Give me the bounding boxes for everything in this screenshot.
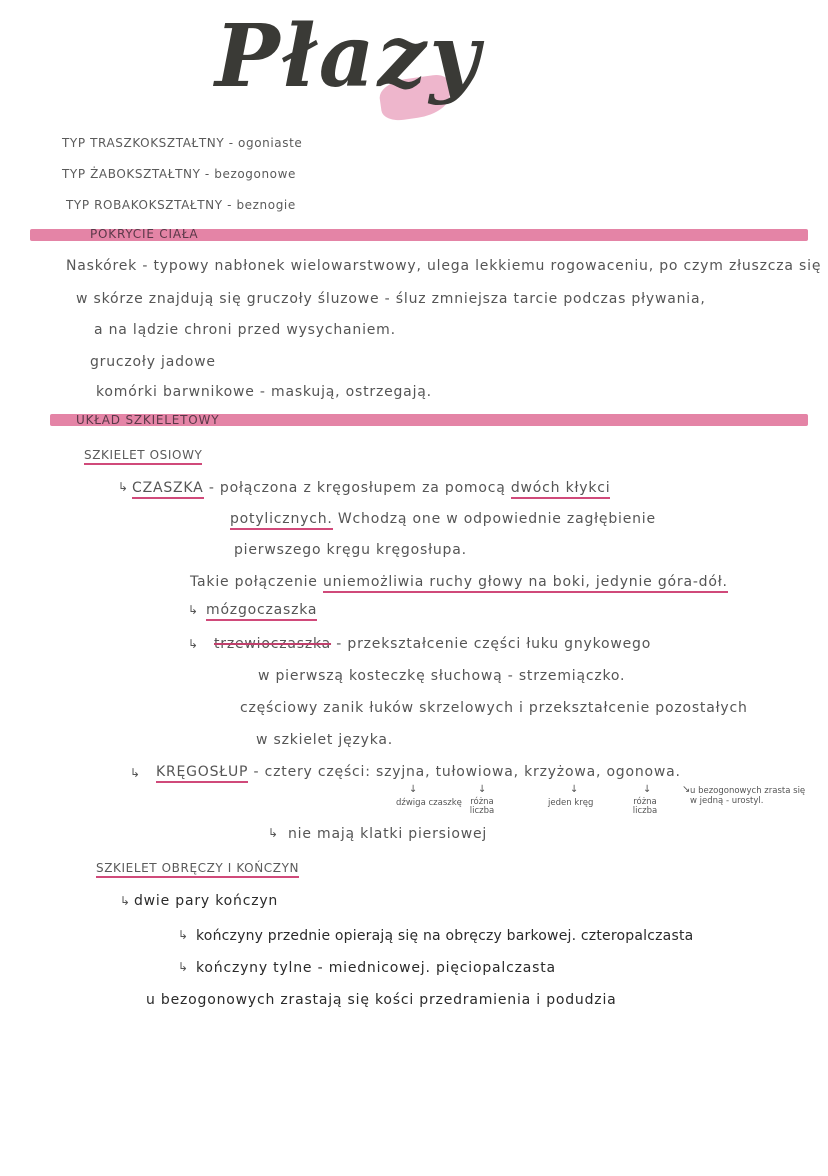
arrow-icon: ↳ (178, 960, 189, 974)
skull-text-c: potylicznych. (230, 511, 333, 530)
covering-line-1: Naskórek - typowy nabłonek wielowarstwowy, ulega lekkiemu rogowaceniu, po czym złuszcza się (66, 258, 822, 274)
splanch-line-2: w pierwszą kosteczkę słuchową - strzemiączko. (258, 668, 626, 684)
joint-line (190, 574, 728, 590)
limbs-heading-text: SZKIELET OBRĘCZY I KOŃCZYN (96, 861, 299, 878)
no-ribs-line: nie mają klatki piersiowej (288, 826, 488, 842)
type-line-1: TYP TRASZKOKSZTAŁTNY - ogoniaste (62, 136, 303, 150)
limbs-hind: kończyny tylne - miednicowej. pięciopalczasta (196, 960, 556, 976)
arrow-icon: ↳ (268, 826, 279, 840)
splanch-label: trzewioczaszka (214, 636, 332, 652)
type-line-3: TYP ROBAKOKSZTAŁTNY - beznogie (66, 198, 296, 212)
skull-line-1 (132, 480, 610, 496)
page-title: Płazy (215, 6, 483, 107)
limbs-pairs: dwie pary kończyn (134, 893, 279, 909)
spine-text: - cztery części: szyjna, tułowiowa, krzyżowa, ogonowa. (253, 764, 681, 780)
spine-note-2: różna liczba (469, 797, 495, 816)
down-arrow-icon: ↓ (570, 784, 579, 795)
covering-line-2: w skórze znajdują się gruczoły śluzowe - śluz zmniejsza tarcie podczas pływania, (76, 291, 706, 307)
joint-text-a: Takie połączenie (190, 574, 318, 590)
down-arrow-icon: ↓ (478, 784, 487, 795)
axial-heading (84, 448, 202, 462)
covering-line-5: komórki barwnikowe - maskują, ostrzegają. (96, 384, 432, 400)
spine-note-3: jeden kręg (548, 798, 594, 808)
skull-label: CZASZKA (132, 480, 204, 499)
spine-note-5: u bezogonowych zrasta się w jedną - urostyl. (690, 786, 806, 806)
spine-note-4: różna liczba (632, 797, 658, 816)
skull-line-3: pierwszego kręgu kręgosłupa. (234, 542, 467, 558)
limbs-heading (96, 861, 299, 875)
splanch-line-1 (214, 636, 651, 652)
splanch-line-4: w szkielet języka. (256, 732, 394, 748)
arrow-icon: ↳ (120, 894, 131, 908)
section-heading-covering: POKRYCIE CIAŁA (90, 227, 199, 241)
splanch-line-3: częściowy zanik łuków skrzelowych i przekształcenie pozostałych (240, 700, 748, 716)
neurocranium-line (206, 602, 317, 618)
spine-note-1: dźwiga czaszkę (396, 798, 462, 808)
limbs-fused: u bezogonowych zrastają się kości przedramienia i podudzia (146, 992, 617, 1008)
skull-line-2 (230, 511, 656, 527)
covering-line-4: gruczoły jadowe (90, 354, 216, 370)
arrow-icon: ↳ (188, 603, 199, 617)
skull-text-b: dwóch kłykci (511, 480, 611, 499)
down-arrow-icon: ↓ (643, 784, 652, 795)
spine-line (156, 764, 681, 780)
spine-label: KRĘGOSŁUP (156, 764, 248, 783)
arrow-icon: ↳ (188, 637, 199, 651)
covering-line-3: a na lądzie chroni przed wysychaniem. (94, 322, 396, 338)
arrow-icon: ↳ (118, 480, 129, 494)
type-line-2: TYP ŻABOKSZTAŁTNY - bezogonowe (62, 167, 297, 181)
arrow-icon: ↳ (130, 766, 141, 780)
section-heading-skeleton: UKŁAD SZKIELETOWY (76, 413, 220, 427)
arrow-icon: ↳ (178, 928, 189, 942)
skull-text-a: - połączona z kręgosłupem za pomocą (208, 480, 506, 496)
joint-text-b: uniemożliwia ruchy głowy na boki, jedynie góra-dół. (323, 574, 728, 593)
down-arrow-icon: ↘ (682, 784, 691, 795)
axial-heading-text: SZKIELET OSIOWY (84, 448, 202, 465)
skull-text-d: Wchodzą one w odpowiednie zagłębienie (337, 511, 656, 527)
splanch-rest: - przekształcenie części łuku gnykowego (336, 636, 652, 652)
limbs-front: kończyny przednie opierają się na obręczy barkowej. czteropalczasta (196, 928, 694, 944)
neurocranium-text: mózgoczaszka (206, 602, 317, 621)
down-arrow-icon: ↓ (409, 784, 418, 795)
